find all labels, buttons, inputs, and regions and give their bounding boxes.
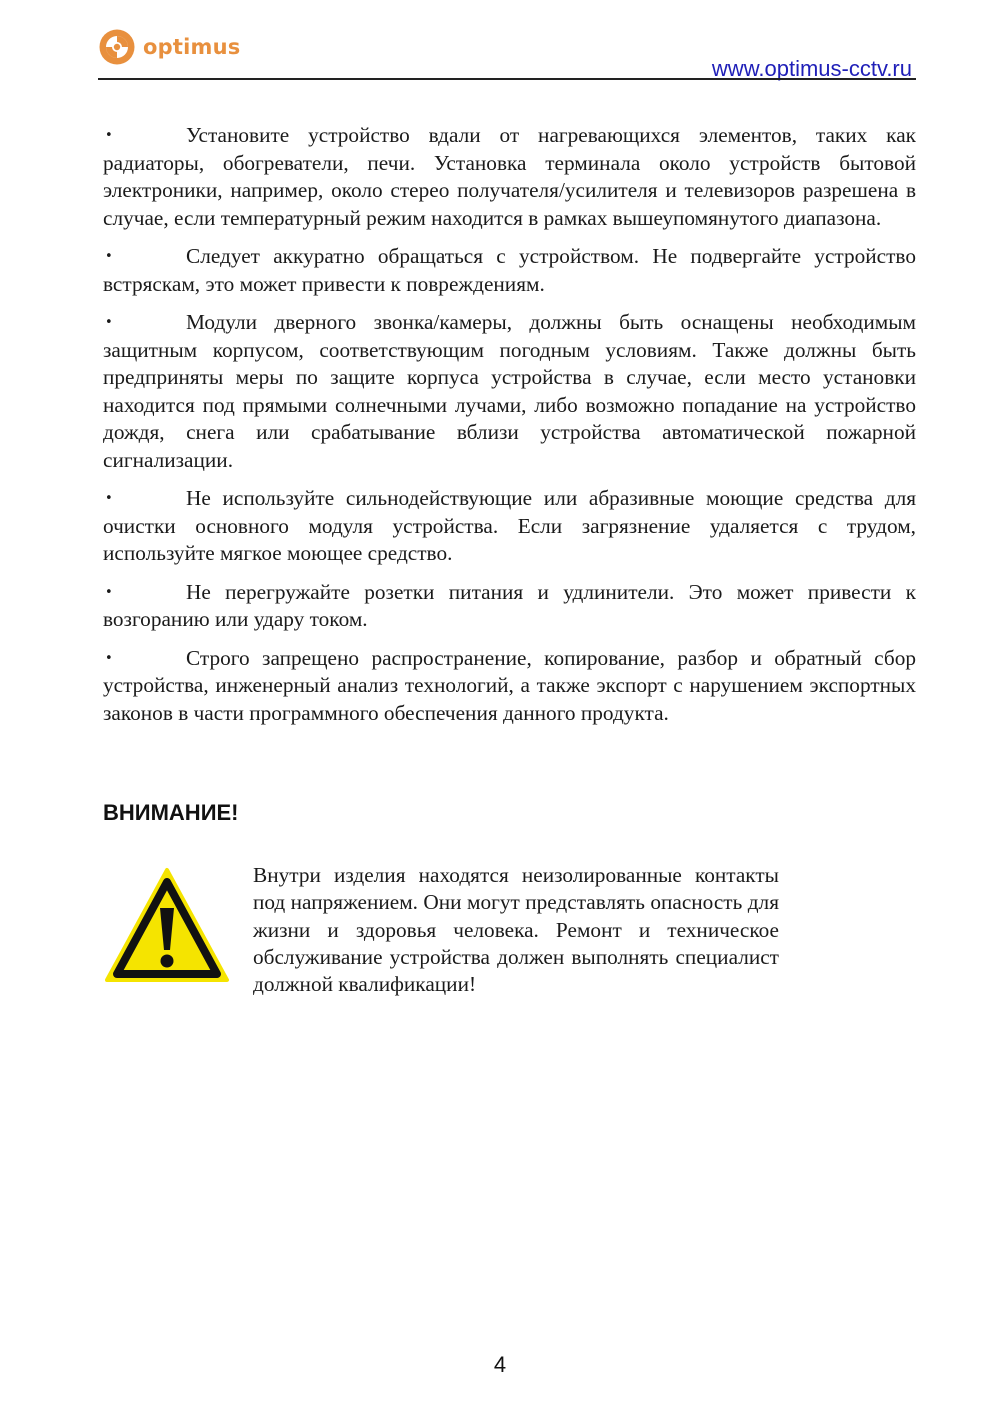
list-item <box>103 309 916 474</box>
optimus-logo-icon <box>98 28 136 66</box>
list-item <box>103 122 916 232</box>
bullet-icon: • <box>105 650 113 666</box>
page-header <box>98 28 916 80</box>
warning-triangle-icon <box>103 866 231 986</box>
list-item <box>103 485 916 568</box>
header-divider <box>98 78 916 80</box>
bullet-icon: • <box>105 128 113 143</box>
list-item-text: Не используйте сильнодействующие или абразивные моющие средства для очистки основного модуля устройства. Если загрязнение удаляется с трудом, используйте мягкое моющее средство. <box>103 486 916 565</box>
website-link[interactable]: www.optimus-cctv.ru <box>711 56 912 81</box>
logo-wordmark: optimus <box>143 35 241 59</box>
warning-text: Внутри изделия находятся неизолированные контакты под напряжением. Они могут представлять опасность для жизни и здоровья человека. Ремонт и техническое обслуживание устройства должен выполнять специалист должной квалификации! <box>253 863 779 997</box>
safety-instructions-list <box>103 122 916 738</box>
list-item-text: Модули дверного звонка/камеры, должны быть оснащены необходимым защитным корпусом, соответствующим погодным условиям. Также должны быть предприняты меры по защите корпуса устройства в случае, если место установки находится под прямыми солнечными лучами, либо возможно попадание на устройство дождя, снега или срабатывание вблизи устройства автоматической пожарной сигнализации. <box>103 310 916 472</box>
list-item-text: Следует аккуратно обращаться с устройством. Не подвергайте устройство встряскам, это может привести к повреждениям. <box>103 244 916 296</box>
page-number: 4 <box>493 1352 507 1377</box>
warning-block <box>103 862 779 998</box>
brand-logo <box>98 28 240 66</box>
bullet-icon: • <box>105 249 113 264</box>
bullet-icon: • <box>105 584 113 600</box>
warning-heading: ВНИМАНИЕ! <box>103 800 239 825</box>
list-item-text: Установите устройство вдали от нагревающихся элементов, таких как радиаторы, обогреватели, печи. Установка терминала около устройств бытовой электроники, например, около стерео получателя/усилителя и телевизоров разрешена в случае, если температурный режим находится в рамках вышеупомянутого диапазона. <box>103 123 916 230</box>
list-item-text: Строго запрещено распространение, копирование, разбор и обратный сбор устройства, инженерный анализ технологий, а также экспорт с нарушением экспортных законов в части программного обеспечения данного продукта. <box>103 645 916 725</box>
list-item <box>103 243 916 298</box>
list-item <box>103 579 916 634</box>
list-item <box>103 645 916 728</box>
list-item-text: Не перегружайте розетки питания и удлинители. Это может привести к возгоранию или удару током. <box>103 579 916 631</box>
bullet-icon: • <box>105 315 113 330</box>
bullet-icon: • <box>105 491 113 506</box>
